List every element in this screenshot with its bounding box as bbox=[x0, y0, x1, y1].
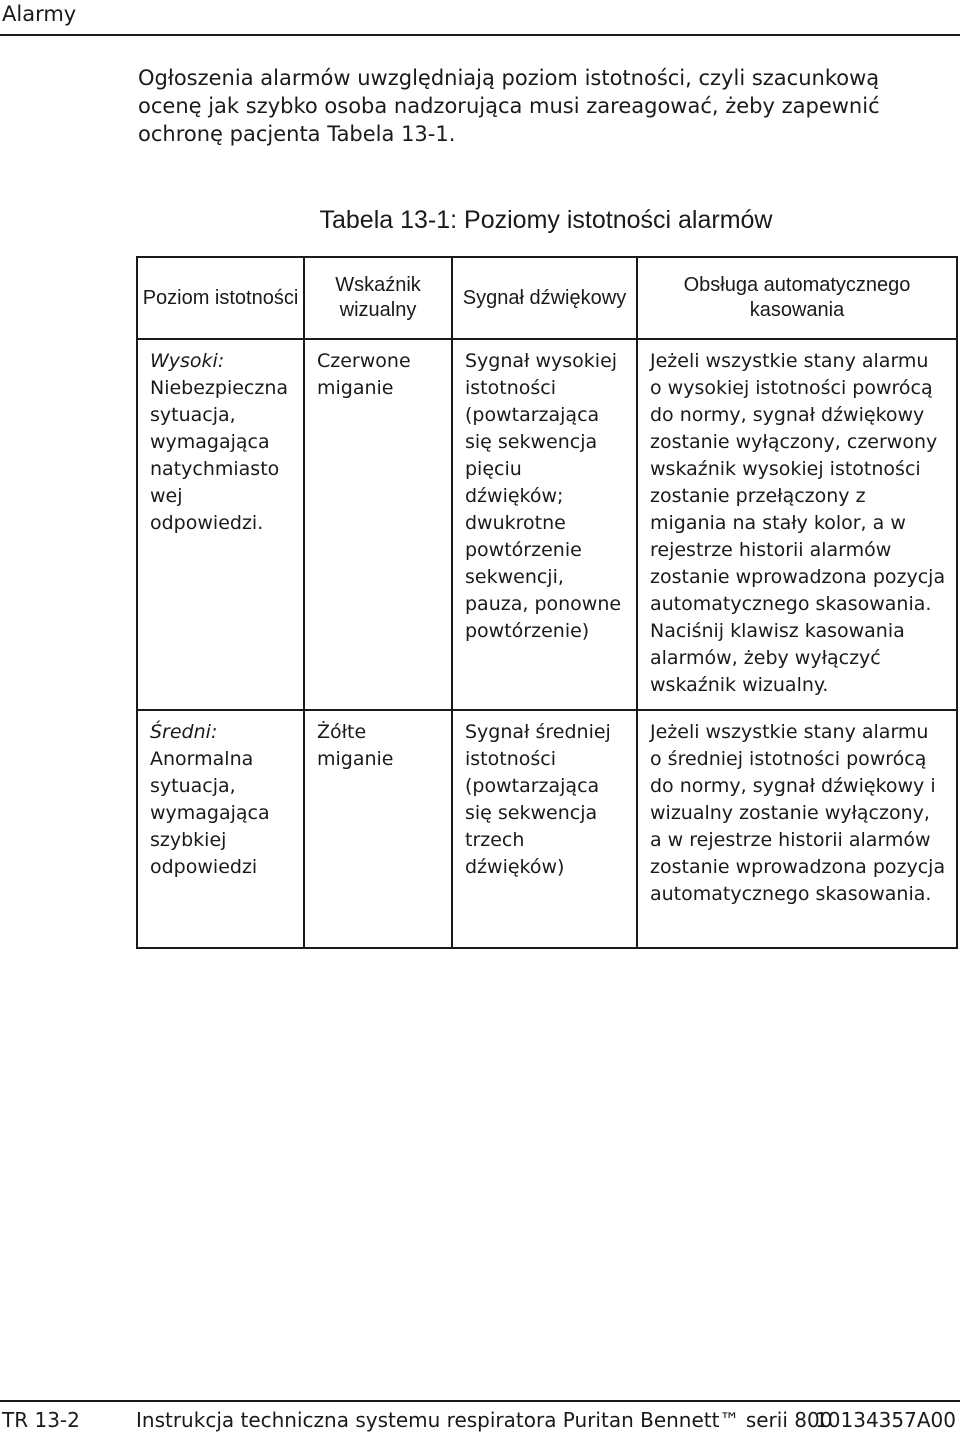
cell-level bbox=[137, 339, 304, 710]
cell-autoreset: Jeżeli wszystkie stany alarmu o średniej istotności powrócą do normy, sygnał dźwiękowy i wizualny zostanie wyłączony, a w rejestrze historii alarmów zostanie wprowadzona pozycja automatycznego skasowania. bbox=[637, 710, 957, 948]
cell-visual: Czerwone miganie bbox=[304, 339, 452, 710]
document-title: Instrukcja techniczna systemu respiratora Puritan Bennett™ serii 800 bbox=[136, 1408, 833, 1432]
header-level: Poziom istotności bbox=[137, 257, 304, 339]
header-autoreset: Obsługa automatycznego kasowania bbox=[637, 257, 957, 339]
section-title: Alarmy bbox=[2, 2, 77, 26]
page-number: TR 13-2 bbox=[2, 1408, 80, 1432]
document-code: 10134357A00 bbox=[815, 1408, 956, 1432]
cell-audible: Sygnał wysokiej istotności (powtarzająca się sekwencja pięciu dźwięków; dwukrotne powtórzenie sekwencji, pauza, ponowne powtórzenie) bbox=[452, 339, 637, 710]
page-header bbox=[0, 0, 960, 36]
level-name: Wysoki: bbox=[150, 350, 225, 372]
page-footer bbox=[0, 1400, 960, 1440]
level-description: Niebezpieczna sytuacja, wymagająca natychmiasto wej odpowiedzi. bbox=[150, 377, 289, 534]
table-caption: Tabela 13-1: Poziomy istotności alarmów bbox=[319, 206, 773, 234]
header-visual: Wskaźnik wizualny bbox=[304, 257, 452, 339]
level-name: Średni: bbox=[150, 721, 218, 743]
cell-level bbox=[137, 710, 304, 948]
cell-autoreset: Jeżeli wszystkie stany alarmu o wysokiej istotności powrócą do normy, sygnał dźwiękowy zostanie wyłączony, czerwony wskaźnik wysokiej istotności zostanie przełączony z migania na stały kolor, a w rejestrze historii alarmów zostanie wprowadzona pozycja automatycznego skasowania. Naciśnij klawisz kasowania alarmów, żeby wyłączyć wskaźnik wizualny. bbox=[637, 339, 957, 710]
intro-paragraph: Ogłoszenia alarmów uwzględniają poziom istotności, czyli szacunkową ocenę jak szybko osoba nadzorująca musi zareagować, żeby zapewnić ochronę pacjenta Tabela 13-1. bbox=[138, 66, 880, 146]
level-description: Anormalna sytuacja, wymagająca szybkiej odpowiedzi bbox=[150, 748, 270, 878]
table-header-row bbox=[137, 257, 957, 339]
severity-table bbox=[136, 256, 958, 949]
cell-audible: Sygnał średniej istotności (powtarzająca się sekwencja trzech dźwięków) bbox=[452, 710, 637, 948]
header-audible: Sygnał dźwiękowy bbox=[452, 257, 637, 339]
cell-visual: Żółte miganie bbox=[304, 710, 452, 948]
table-row-medium bbox=[137, 710, 957, 948]
table-row-high bbox=[137, 339, 957, 710]
